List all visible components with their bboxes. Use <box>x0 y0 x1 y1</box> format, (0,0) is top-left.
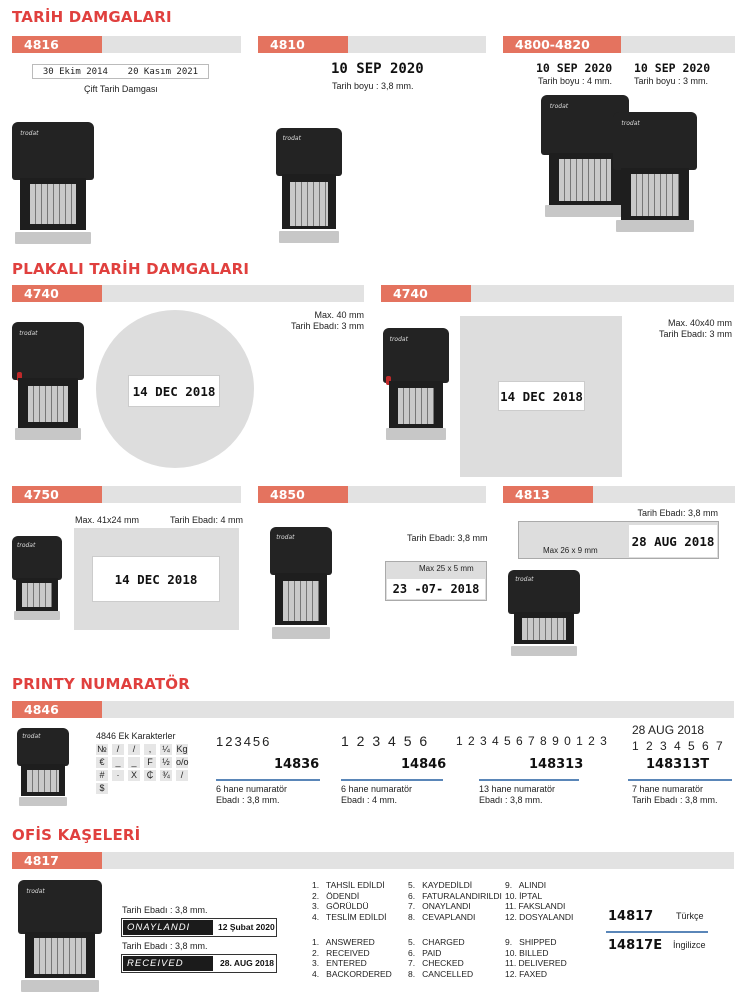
stamp-4850-image <box>270 527 332 639</box>
ebat-4750: Tarih Ebadı: 4 mm <box>170 515 244 525</box>
stamp-4820-image <box>613 112 697 232</box>
imprint-4740-a: 14 DEC 2018 <box>128 375 220 407</box>
max-4740-b: Max. 40x40 mm <box>667 318 732 328</box>
underline-148313T <box>628 779 732 781</box>
tag-4800-4820: 4800-4820 <box>503 36 621 53</box>
stamp-4740-b-image <box>383 328 449 440</box>
tag-4750: 4750 <box>12 486 102 503</box>
chars-title: 4846 Ek Karakterler <box>96 731 176 741</box>
code-148313T: 148313T <box>646 757 710 772</box>
char-cell: _ <box>128 757 140 768</box>
tag-4813: 4813 <box>503 486 593 503</box>
bar-4817 <box>12 852 734 869</box>
caption1-14836: 6 hane numaratör <box>216 784 288 794</box>
tag-4816: 4816 <box>12 36 102 53</box>
char-cell: Kg <box>176 744 188 754</box>
char-cell: ₵ <box>144 770 156 781</box>
tag-4740-a: 4740 <box>12 285 102 302</box>
char-cell: € <box>96 757 108 768</box>
underline-14836 <box>216 779 320 781</box>
stamp-4817-image <box>18 880 102 992</box>
tag-4817: 4817 <box>12 852 102 869</box>
chars-grid <box>96 744 192 796</box>
char-cell: $ <box>96 783 108 794</box>
lang-en: İngilizce <box>673 940 706 950</box>
brand-4810: trodat <box>282 134 301 142</box>
imprint-4750: 14 DEC 2018 <box>92 556 220 602</box>
char-cell: / <box>176 770 188 781</box>
imprint-4740-b: 14 DEC 2018 <box>498 381 585 411</box>
max-4740-a: Max. 40 mm <box>314 310 364 320</box>
tag-4810: 4810 <box>258 36 348 53</box>
tag-4846: 4846 <box>12 701 102 718</box>
max-4850: Max 25 x 5 mm <box>419 564 474 573</box>
ebat-4850: Tarih Ebadı: 3,8 mm <box>407 533 488 543</box>
char-cell: o/o <box>176 757 189 767</box>
bar-4816 <box>12 36 241 53</box>
imprint-4850: 23 -07- 2018 <box>387 579 485 599</box>
ebat-4817-2: Tarih Ebadı : 3,8 mm. <box>122 941 208 951</box>
code-14846: 14846 <box>401 757 447 772</box>
bar-4810 <box>258 36 486 53</box>
code-148313: 148313 <box>529 757 584 772</box>
brand-4816: trodat <box>20 130 39 138</box>
bar-4846 <box>12 701 734 718</box>
char-cell: _ <box>112 757 124 768</box>
lang-tr: Türkçe <box>676 911 704 921</box>
caption2-148313: Ebadı : 3,8 mm. <box>479 795 543 805</box>
caption1-14846: 6 hane numaratör <box>341 784 413 794</box>
max-4813: Max 26 x 9 mm <box>543 546 598 555</box>
brand-4820: trodat <box>621 120 640 128</box>
bar-4740-b <box>381 285 734 302</box>
ebat-4817-1: Tarih Ebadı : 3,8 mm. <box>122 905 208 915</box>
code-14836: 14836 <box>274 757 320 772</box>
char-cell: ½ <box>160 757 172 768</box>
brand-4750: trodat <box>17 542 36 550</box>
code-14817E: 14817E <box>608 938 663 953</box>
caption-4800-2: Tarih boyu : 3 mm. <box>634 76 709 86</box>
list-en-col2: 5. CHARGED 6. PAID 7. CHECKED 8. CANCELLED <box>408 937 474 979</box>
caption1-148313T: 7 hane numaratör <box>632 784 704 794</box>
imprint-4816 <box>32 64 209 79</box>
date-148313T: 28 AUG 2018 <box>632 723 705 737</box>
section-title-ofis-kaseleri: OFİS KAŞELERİ <box>12 826 141 844</box>
stamp-4846-image <box>17 728 69 806</box>
char-cell: ¼ <box>160 744 172 755</box>
date-4800-2: 10 SEP 2020 <box>634 61 711 75</box>
char-cell: X <box>128 770 140 781</box>
brand-4850: trodat <box>276 533 295 541</box>
code-14817: 14817 <box>608 909 654 924</box>
stamp-4740-a-image <box>12 322 84 440</box>
list-tr-col3: 9. ALINDI 10. İPTAL 11. FAKSLANDI 12. DOSYALANDI <box>505 880 574 922</box>
ebat-4740-b: Tarih Ebadı: 3 mm <box>658 329 732 339</box>
brand-4813: trodat <box>515 576 534 584</box>
caption-4816: Çift Tarih Damgası <box>84 84 158 94</box>
char-cell: F <box>144 757 156 768</box>
char-cell: # <box>96 770 108 781</box>
word-onaylandi: ONAYLANDI <box>123 920 213 935</box>
imprint-received <box>121 954 277 973</box>
brand-4740-b: trodat <box>389 335 408 343</box>
bar-4813 <box>503 486 735 503</box>
char-cell: · <box>112 770 124 781</box>
stamp-4750-image <box>12 536 62 620</box>
section-title-tarih-damgalari: TARİH DAMGALARI <box>12 8 172 26</box>
underline-14817 <box>606 931 708 933</box>
date-4816-1: 30 Ekim 2014 <box>42 66 108 77</box>
char-cell: ¾ <box>160 770 172 781</box>
list-en-col3: 9. SHIPPED 10. BILLED 11. DELIVERED 12. FAXED <box>505 937 567 979</box>
caption-4800-1: Tarih boyu : 4 mm. <box>538 76 613 86</box>
section-title-printy-numarator: PRINTY NUMARATÖR <box>12 675 190 693</box>
underline-148313 <box>479 779 579 781</box>
word-received: RECEIVED <box>123 956 213 971</box>
char-cell: / <box>112 744 124 755</box>
date-4816-2: 20 Kasım 2021 <box>127 66 199 77</box>
section-title-plakali-tarih-damgalari: PLAKALI TARİH DAMGALARI <box>12 260 250 278</box>
date-received: 28. AUG 2018 <box>220 958 275 968</box>
date-4800-1: 10 SEP 2020 <box>536 61 613 75</box>
caption2-14836: Ebadı : 3,8 mm. <box>216 795 280 805</box>
caption1-148313: 13 hane numaratör <box>479 784 556 794</box>
list-en-col1: 1. ANSWERED 2. RECEIVED 3. ENTERED 4. BACKORDERED <box>312 937 392 979</box>
stamp-4813-image <box>508 570 580 656</box>
underline-14846 <box>341 779 443 781</box>
imprint-onaylandi <box>121 918 277 937</box>
bar-4850 <box>258 486 486 503</box>
bar-4750 <box>12 486 241 503</box>
list-tr-col1: 1. TAHSİL EDİLDİ 2. ÖDENDİ 3. GÖRÜLDÜ 4. TESLİM EDİLDİ <box>312 880 387 922</box>
max-4750: Max. 41x24 mm <box>75 515 140 525</box>
brand-4817: trodat <box>26 887 45 895</box>
ebat-4740-a: Tarih Ebadı: 3 mm <box>290 321 364 331</box>
caption2-148313T: Tarih Ebadı : 3,8 mm. <box>632 795 718 805</box>
char-cell: № <box>97 744 107 754</box>
tag-4740-b: 4740 <box>381 285 471 302</box>
bar-4800-4820 <box>503 36 735 53</box>
caption2-14846: Ebadı : 4 mm. <box>341 795 398 805</box>
date-onaylandi: 12 Şubat 2020 <box>218 922 275 932</box>
char-cell: , <box>144 744 156 755</box>
digits-14846: 1 2 3 4 5 6 <box>341 733 430 749</box>
digits-148313: 1 2 3 4 5 6 7 8 9 0 1 2 3 <box>456 734 608 748</box>
brand-4740-a: trodat <box>19 330 38 338</box>
brand-4800: trodat <box>549 103 569 111</box>
digits-148313T: 1 2 3 4 5 6 7 <box>632 739 725 753</box>
imprint-4813: 28 AUG 2018 <box>629 525 717 557</box>
caption-4810: Tarih boyu : 3,8 mm. <box>332 81 414 91</box>
char-cell: / <box>128 744 140 755</box>
digits-14836: 123456 <box>216 734 272 749</box>
bar-4740-a <box>12 285 364 302</box>
stamp-4810-image <box>276 128 342 243</box>
stamp-4816-image <box>12 122 94 244</box>
tag-4850: 4850 <box>258 486 348 503</box>
date-4810: 10 SEP 2020 <box>331 61 424 77</box>
list-tr-col2: 5. KAYDEDİLDİ 6. FATURALANDIRILDI 7. ONAYLANDI 8. CEVAPLANDI <box>408 880 502 922</box>
brand-4846: trodat <box>22 733 41 741</box>
ebat-4813: Tarih Ebadı: 3,8 mm <box>637 508 718 518</box>
